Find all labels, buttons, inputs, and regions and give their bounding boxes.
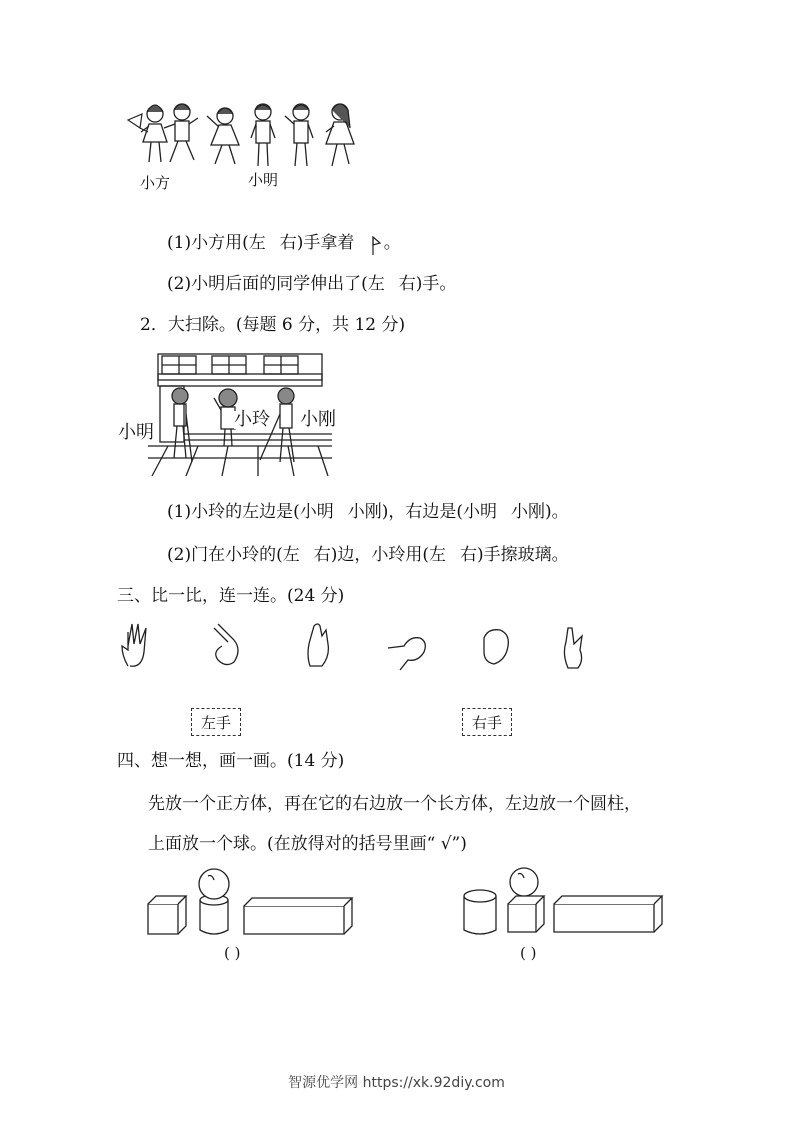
thumb-hand-icon: [388, 638, 425, 670]
section4-heading: 四、想一想，画一画。(14 分): [117, 751, 345, 771]
answer-paren-left[interactable]: ( ): [224, 944, 241, 962]
pointing-hand-icon: [564, 628, 582, 668]
scene-label-xiaogang: 小刚: [300, 409, 336, 430]
fist-hand-icon: [484, 630, 508, 664]
footer-watermark: 智源优学网 https://xk.92diy.com: [288, 1075, 505, 1091]
q2-part2: (2)门在小玲的(左 右)边，小玲用(左 右)手擦玻璃。: [167, 545, 569, 565]
name-label-xiaoming: 小明: [248, 171, 279, 189]
hand-gestures-row: [118, 620, 598, 670]
answer-paren-right[interactable]: ( ): [520, 944, 537, 962]
name-label-xiaofang: 小方: [140, 174, 171, 192]
scene-label-xiaoming: 小明: [118, 422, 154, 443]
q1-part2: (2)小明后面的同学伸出了(左 右)手。: [167, 274, 457, 294]
scene-label-xiaoling: 小玲: [234, 409, 270, 430]
right-hand-box[interactable]: 右手: [462, 708, 512, 736]
children-line-illustration: [120, 98, 370, 178]
open-hand-icon: [122, 624, 146, 666]
left-hand-box[interactable]: 左手: [191, 708, 241, 736]
palm-hand-icon: [308, 624, 328, 666]
section4-line2: 上面放一个球。(在放得对的括号里画“ √”): [148, 834, 467, 854]
arrangement-1-illustration: [146, 864, 358, 938]
arrangement-2-illustration: [460, 862, 666, 938]
q1-part1: (1)小方用(左 右)手拿着 。: [167, 233, 401, 253]
q2-part1: (1)小玲的左边是(小明 小刚)，右边是(小明 小刚)。: [167, 502, 569, 522]
victory-hand-icon: [214, 624, 238, 665]
flag-icon: [370, 235, 384, 255]
section3-heading: 三、比一比，连一连。(24 分): [117, 586, 345, 606]
section4-line1: 先放一个正方体，再在它的右边放一个长方体，左边放一个圆柱，: [148, 794, 641, 814]
q2-heading: 2．大扫除。(每题 6 分，共 12 分): [140, 315, 406, 335]
